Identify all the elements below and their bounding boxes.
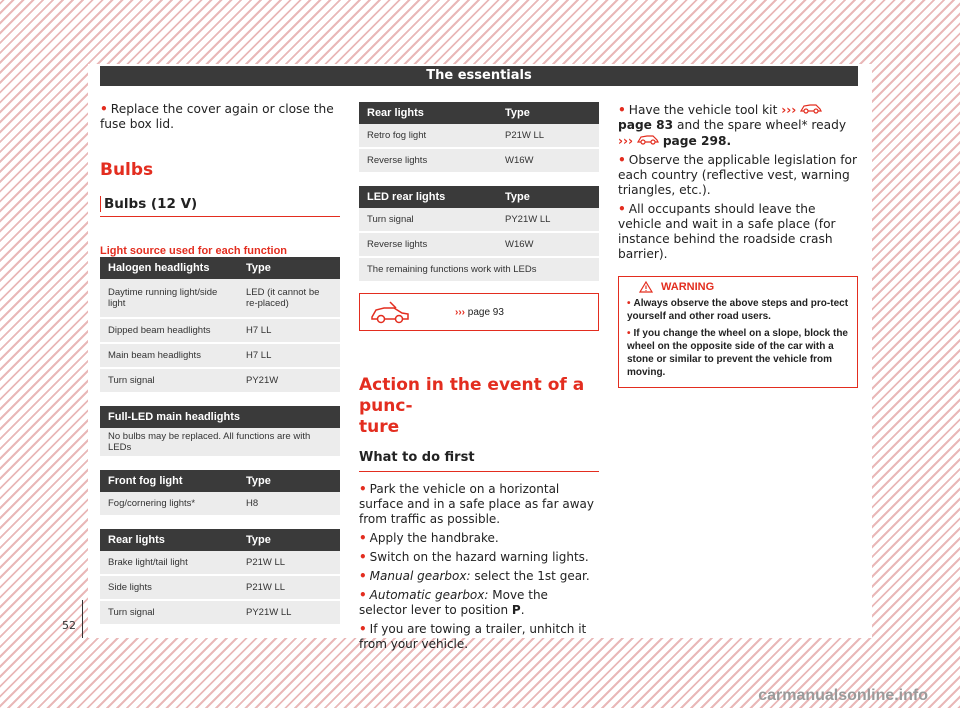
table-header: Type bbox=[497, 102, 599, 124]
table-header-row bbox=[359, 102, 599, 124]
bullet-icon: • bbox=[359, 531, 367, 545]
warning-box bbox=[618, 276, 858, 388]
table-row bbox=[100, 551, 340, 575]
column-right bbox=[618, 102, 858, 388]
car-wheel-icon bbox=[637, 133, 659, 145]
warning-triangle-icon bbox=[639, 281, 653, 293]
bullet-list bbox=[359, 482, 599, 652]
subhead-text: Bulbs (12 V) bbox=[104, 196, 198, 212]
full-led-table bbox=[100, 406, 340, 458]
table-cell: Retro fog light bbox=[359, 124, 497, 148]
car-wheel-icon bbox=[370, 300, 410, 324]
warning-text: Always observe the above steps and pro-tect yourself and other road users. bbox=[627, 298, 849, 322]
table-header-row bbox=[359, 186, 599, 208]
table-cell: The remaining functions work with LEDs bbox=[359, 257, 599, 282]
table-cell: Brake light/tail light bbox=[100, 551, 238, 575]
list-item-text: Move the selector lever to position bbox=[359, 588, 548, 617]
bullet-icon: • bbox=[359, 482, 367, 496]
table-row bbox=[359, 124, 599, 148]
table-cell: H8 bbox=[238, 492, 340, 516]
page-ref-text: page 93 bbox=[467, 306, 504, 318]
page-divider bbox=[82, 600, 83, 638]
list-item bbox=[618, 102, 858, 149]
page-number: 52 bbox=[62, 619, 76, 632]
intro-bullet bbox=[100, 102, 340, 132]
bullet-icon: • bbox=[618, 202, 626, 216]
table-caption: Light source used for each function bbox=[100, 245, 288, 257]
table-header: Rear lights bbox=[359, 102, 497, 124]
bullet-icon: • bbox=[627, 328, 631, 339]
list-item-text: Observe the applicable legislation for each country (reflective vest, warning triangles, etc.). bbox=[618, 153, 858, 197]
list-item-text: select the 1st gear. bbox=[474, 569, 590, 583]
bullet-icon: • bbox=[359, 622, 367, 636]
table-cell: Main beam headlights bbox=[100, 343, 238, 368]
list-item: • Automatic gearbox: Move the selector lever to position P. bbox=[359, 588, 548, 617]
column-left bbox=[100, 102, 340, 626]
table-row bbox=[359, 208, 599, 232]
arrow-icon: ››› bbox=[455, 306, 465, 318]
table-cell: PY21W LL bbox=[238, 600, 340, 625]
table-cell: P21W LL bbox=[238, 575, 340, 600]
list-item bbox=[359, 531, 599, 546]
table-cell: LED (it cannot be re-placed) bbox=[238, 279, 340, 318]
table-row bbox=[359, 257, 599, 282]
warning-text: If you change the wheel on a slope, block the wheel on the opposite side of the car with a stone or similar to prevent the vehicle from moving. bbox=[627, 328, 848, 378]
title-line-2: ture bbox=[359, 417, 400, 437]
led-rear-lights-table bbox=[359, 186, 599, 283]
table-cell: W16W bbox=[497, 148, 599, 173]
bullet-icon: • bbox=[618, 153, 626, 167]
table-cell: Daytime running light/side light bbox=[100, 279, 238, 318]
table-header-row bbox=[100, 529, 340, 551]
rear-lights-table-2 bbox=[359, 102, 599, 174]
table-header-row bbox=[100, 470, 340, 492]
table-cell: Reverse lights bbox=[359, 148, 497, 173]
list-item-text: Have the vehicle tool kit bbox=[628, 103, 778, 117]
table-row bbox=[100, 575, 340, 600]
bullet-icon: • bbox=[359, 550, 367, 564]
table-row bbox=[100, 343, 340, 368]
table-cell: PY21W LL bbox=[497, 208, 599, 232]
warning-title: WARNING bbox=[661, 281, 715, 293]
list-item-text: If you are towing a trailer, unhitch it from your vehicle. bbox=[359, 622, 587, 651]
section-title-action bbox=[359, 375, 599, 438]
table-header: Type bbox=[497, 186, 599, 208]
list-item bbox=[359, 569, 599, 584]
table-cell: P21W LL bbox=[238, 551, 340, 575]
list-item-text: Park the vehicle on a horizontal surface and in a safe place as far away from traffic as possible. bbox=[359, 482, 594, 526]
list-item bbox=[618, 202, 858, 262]
table-header: Rear lights bbox=[100, 529, 238, 551]
table-header: Front fog light bbox=[100, 470, 238, 492]
warning-item bbox=[627, 297, 849, 323]
front-fog-table bbox=[100, 470, 340, 517]
table-cell: Turn signal bbox=[100, 368, 238, 393]
list-item bbox=[359, 622, 599, 652]
table-header: Full-LED main headlights bbox=[100, 406, 340, 428]
car-wheel-icon bbox=[800, 102, 822, 114]
page-reference[interactable] bbox=[455, 307, 504, 318]
watermark-text: carmanualsonline.info bbox=[758, 687, 928, 704]
auto-label: Automatic gearbox: bbox=[369, 588, 489, 602]
title-line-1: Action in the event of a punc- bbox=[359, 375, 585, 416]
warning-header bbox=[627, 281, 849, 293]
table-header: LED rear lights bbox=[359, 186, 497, 208]
section-title: Bulbs bbox=[100, 160, 154, 180]
arrow-icon: ››› bbox=[618, 134, 634, 148]
table-header: Halogen headlights bbox=[100, 257, 238, 279]
bullet-icon: • bbox=[359, 588, 367, 602]
bullet-icon: • bbox=[618, 103, 626, 117]
page-ref-83[interactable]: page 83 bbox=[618, 118, 674, 132]
table-cell: Turn signal bbox=[359, 208, 497, 232]
list-item bbox=[359, 550, 599, 565]
table-row bbox=[100, 368, 340, 393]
table-row bbox=[100, 428, 340, 457]
warning-item bbox=[627, 327, 849, 379]
list-item bbox=[618, 153, 858, 198]
page-reference-box bbox=[359, 293, 599, 331]
table-header: Type bbox=[238, 257, 340, 279]
manual-label: Manual gearbox: bbox=[369, 569, 471, 583]
halogen-table bbox=[100, 257, 340, 394]
table-cell: Dipped beam headlights bbox=[100, 318, 238, 343]
table-cell: PY21W bbox=[238, 368, 340, 393]
table-header-row bbox=[100, 257, 340, 279]
table-header-row bbox=[100, 406, 340, 428]
table-cell: Reverse lights bbox=[359, 232, 497, 257]
section-subhead: What to do first bbox=[359, 450, 599, 472]
table-cell: P21W LL bbox=[497, 124, 599, 148]
table-header: Type bbox=[238, 529, 340, 551]
table-cell: Turn signal bbox=[100, 600, 238, 625]
table-cell: Fog/cornering lights* bbox=[100, 492, 238, 516]
table-cell: W16W bbox=[497, 232, 599, 257]
page-ref-298[interactable]: page 298. bbox=[662, 134, 732, 148]
table-row bbox=[100, 318, 340, 343]
table-cell: H7 LL bbox=[238, 343, 340, 368]
list-item-text: Apply the handbrake. bbox=[369, 531, 499, 545]
bullet-icon: • bbox=[359, 569, 367, 583]
table-cell: No bulbs may be replaced. All functions are with LEDs bbox=[100, 428, 340, 457]
position-p: P bbox=[511, 603, 521, 617]
rear-lights-table bbox=[100, 529, 340, 626]
table-header: Type bbox=[238, 470, 340, 492]
list-item bbox=[359, 482, 599, 527]
section-subhead bbox=[100, 196, 340, 217]
page-header: The essentials bbox=[100, 66, 858, 86]
bullet-icon: • bbox=[100, 102, 108, 116]
table-row bbox=[100, 279, 340, 318]
table-row bbox=[100, 492, 340, 516]
list-item-text: All occupants should leave the vehicle and wait in a safe place (for instance behind the roadside crash barrier). bbox=[618, 202, 836, 261]
table-row bbox=[359, 148, 599, 173]
list-item-text: Switch on the hazard warning lights. bbox=[369, 550, 589, 564]
table-cell: H7 LL bbox=[238, 318, 340, 343]
list-item-text: and the spare wheel* ready bbox=[677, 118, 847, 132]
bullet-icon: • bbox=[627, 298, 631, 309]
table-row bbox=[100, 600, 340, 625]
intro-text: Replace the cover again or close the fuse box lid. bbox=[100, 102, 334, 131]
watermark bbox=[0, 687, 960, 705]
table-row bbox=[359, 232, 599, 257]
table-cell: Side lights bbox=[100, 575, 238, 600]
arrow-icon: ››› bbox=[781, 103, 797, 117]
column-middle bbox=[359, 102, 599, 652]
